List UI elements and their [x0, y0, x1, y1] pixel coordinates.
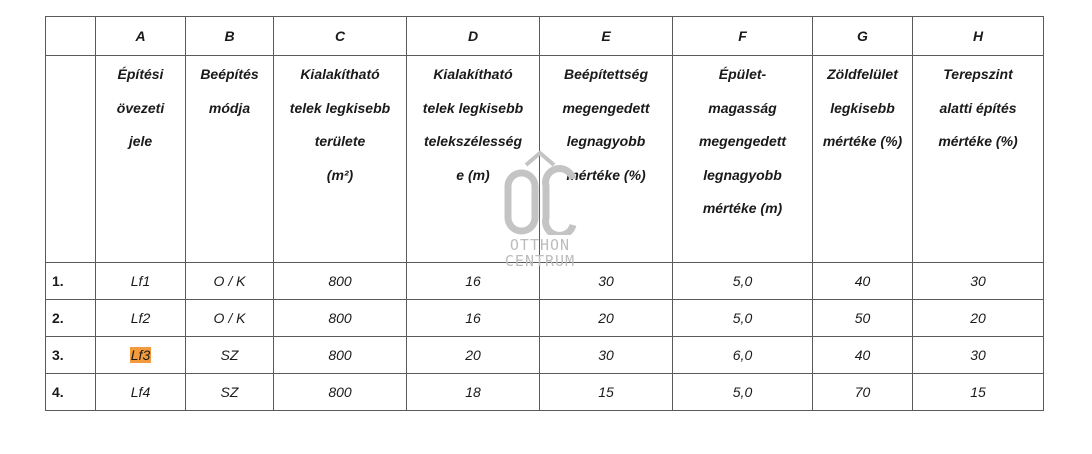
column-header-line: magasság: [708, 99, 777, 116]
column-letter: H: [913, 17, 1044, 56]
column-header-line: legnagyobb: [703, 166, 782, 183]
column-header-line: övezeti: [116, 99, 165, 116]
table-cell: 16: [407, 263, 540, 300]
table-cell: 800: [274, 300, 407, 337]
column-header-row: [46, 56, 1044, 263]
table-cell: O / K: [186, 263, 274, 300]
column-header-line: Kialakítható: [300, 66, 380, 82]
column-header-line: módja: [208, 99, 251, 116]
column-letter: B: [186, 17, 274, 56]
table-cell: 800: [274, 337, 407, 374]
table-cell: 5,0: [673, 374, 813, 411]
table-cell: 30: [540, 337, 673, 374]
table-cell: 40: [813, 337, 913, 374]
table-cell: 30: [540, 263, 673, 300]
column-header-line: megengedett: [698, 133, 787, 149]
column-header-line: telekszélesség: [423, 133, 523, 149]
table-cell: 15: [913, 374, 1044, 411]
column-letter: E: [540, 17, 673, 56]
table-cell: 20: [913, 300, 1044, 337]
column-header-line: Kialakítható: [433, 66, 513, 82]
column-header: [673, 56, 813, 263]
table-cell: 70: [813, 374, 913, 411]
column-header-line: telek legkisebb: [289, 99, 391, 116]
column-header-line: (m²): [326, 166, 354, 183]
column-header-line: Épület-: [718, 66, 767, 82]
table-cell: 30: [913, 263, 1044, 300]
table-row: [46, 263, 1044, 300]
table-cell: Lf1: [96, 263, 186, 300]
column-header: [186, 56, 274, 263]
column-header-line: Beépítés: [200, 66, 259, 82]
table-row: [46, 300, 1044, 337]
column-header-line: Terepszint: [943, 66, 1013, 82]
column-letter-row: [46, 17, 1044, 56]
highlighted-zone-code: Lf3: [130, 347, 151, 363]
table-cell: 20: [407, 337, 540, 374]
table-cell: 40: [813, 263, 913, 300]
table-row: [46, 374, 1044, 411]
table-cell: 30: [913, 337, 1044, 374]
table-cell: 5,0: [673, 300, 813, 337]
table-cell: 15: [540, 374, 673, 411]
table-cell: Lf2: [96, 300, 186, 337]
watermark-text-line1: OTTHON: [509, 236, 571, 254]
column-header-line: telek legkisebb: [422, 99, 524, 116]
column-header-line: Építési: [117, 66, 164, 82]
table-cell: SZ: [186, 337, 274, 374]
column-letter: A: [96, 17, 186, 56]
table-cell: O / K: [186, 300, 274, 337]
column-header-line: alatti építés: [939, 99, 1017, 116]
table-cell: 16: [407, 300, 540, 337]
column-header-line: e (m): [456, 166, 490, 183]
row-number: 2.: [46, 300, 96, 337]
table-cell: 6,0: [673, 337, 813, 374]
column-header-line: mértéke (m): [702, 200, 783, 216]
table-cell: 5,0: [673, 263, 813, 300]
column-header: [913, 56, 1044, 263]
column-letter: C: [274, 17, 407, 56]
column-header-line: jele: [128, 133, 153, 149]
column-header-line: mértéke (%): [938, 133, 1018, 149]
column-header: [407, 56, 540, 263]
table-cell: SZ: [186, 374, 274, 411]
table-cell: 50: [813, 300, 913, 337]
column-header-line: legnagyobb: [566, 133, 646, 149]
column-header-line: területe: [314, 133, 366, 149]
column-header: [540, 56, 673, 263]
corner-cell: [46, 17, 96, 56]
zoning-table: [45, 16, 1044, 411]
column-header-line: mértéke (%): [566, 166, 646, 183]
table-cell: 20: [540, 300, 673, 337]
header-corner-cell: [46, 56, 96, 263]
watermark-text-line2: CENTRUM: [504, 252, 576, 270]
column-letter: F: [673, 17, 813, 56]
column-header: [96, 56, 186, 263]
column-header-line: mértéke (%): [822, 133, 903, 149]
table-row: [46, 337, 1044, 374]
row-number: 3.: [46, 337, 96, 374]
column-letter: G: [813, 17, 913, 56]
column-header-line: Beépítettség: [563, 66, 649, 82]
row-number: 4.: [46, 374, 96, 411]
table-cell: [96, 337, 186, 374]
column-header-line: megengedett: [562, 99, 650, 116]
table-cell: 800: [274, 263, 407, 300]
row-number: 1.: [46, 263, 96, 300]
table-body: [46, 263, 1044, 411]
table-cell: 800: [274, 374, 407, 411]
column-header: [274, 56, 407, 263]
column-header: [813, 56, 913, 263]
column-header-line: legkisebb: [830, 99, 895, 116]
column-letter: D: [407, 17, 540, 56]
table-cell: 18: [407, 374, 540, 411]
table-cell: Lf4: [96, 374, 186, 411]
column-header-line: Zöldfelület: [827, 66, 898, 82]
